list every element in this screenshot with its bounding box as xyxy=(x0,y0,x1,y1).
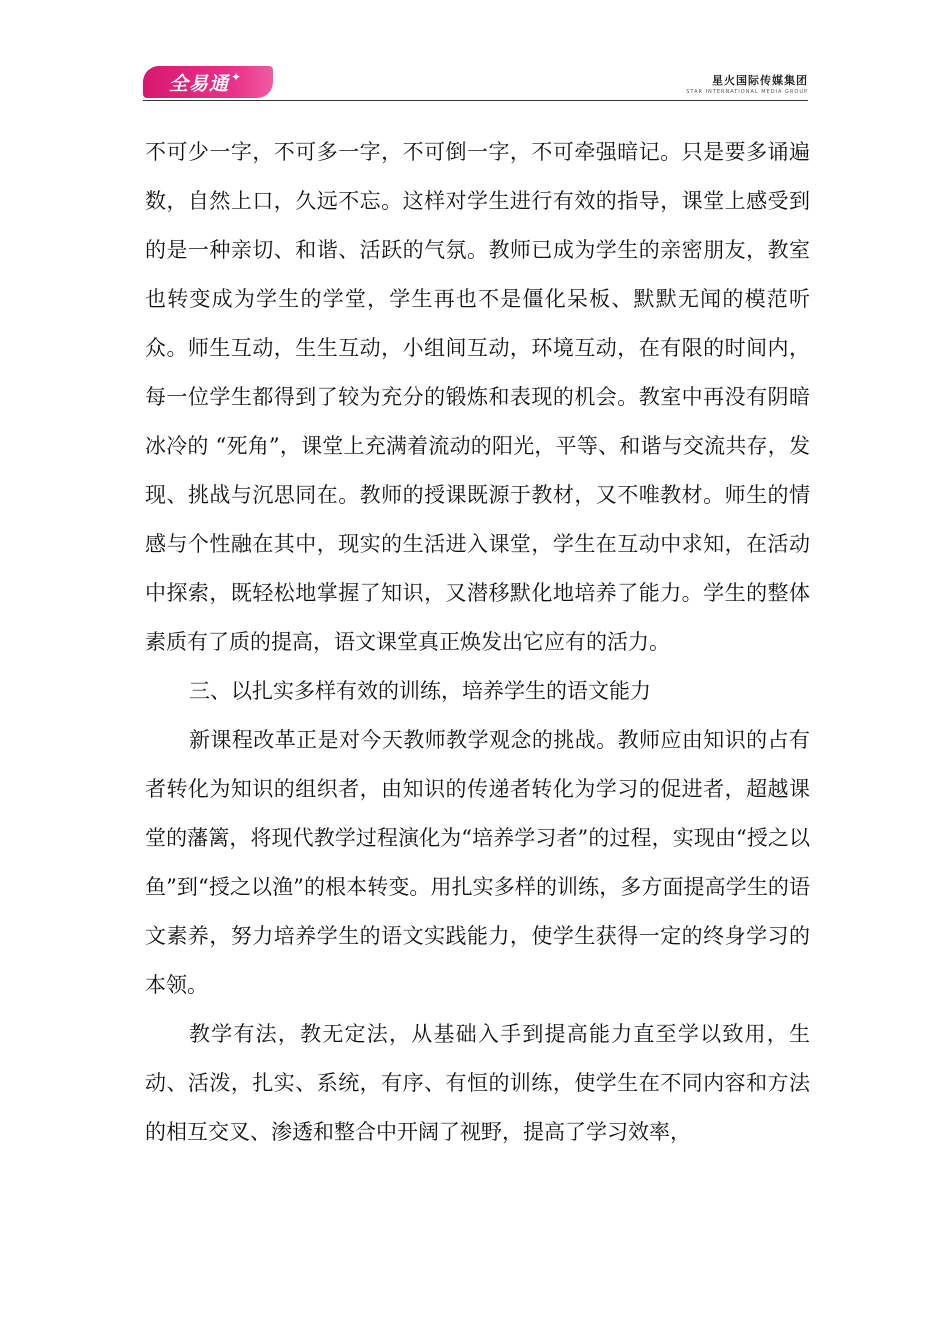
document-body xyxy=(145,128,810,1157)
header-divider xyxy=(143,100,808,101)
paragraph: 教学有法，教无定法，从基础入手到提高能力直至学以致用，生动、活泼，扎实、系统，有序、有恒的训练，使学生在不同内容和方法的相互交叉、渗透和整合中开阔了视野，提高了学习效率， xyxy=(145,1022,810,1144)
sparkle-icon: ✦ xyxy=(230,70,242,84)
paragraph: 新课程改革正是对今天教师教学观念的挑战。教师应由知识的占有者转化为知识的组织者，由知识的传递者转化为学习的促进者，超越课堂的藩篱，将现代教学过程演化为“培养学习者”的过程，实现由“授之以鱼”到“授之以渔”的根本转变。用扎实多样的训练，多方面提高学生的语文素养，努力培养学生的语文实践能力，使学生获得一定的终身学习的本领。 xyxy=(145,728,810,997)
logo-text: 全易通 xyxy=(168,72,229,95)
company-name-en: STAR INTERNATIONAL MEDIA GROUP xyxy=(686,89,808,95)
section-heading: 三、以扎实多样有效的训练，培养学生的语文能力 xyxy=(189,679,651,703)
page-header xyxy=(143,62,808,104)
quanyitong-logo xyxy=(143,66,273,98)
paragraph-continued: 不可少一字，不可多一字，不可倒一字，不可牵强暗记。只是要多诵遍数，自然上口，久远不忘。这样对学生进行有效的指导，课堂上感受到的是一种亲切、和谐、活跃的气氛。教师已成为学生的亲密朋友，教室也转变成为学生的学堂，学生再也不是僵化呆板、默默无闻的模范听众。师生互动，生生互动，小组间互动，环境互动，在有限的时间内，每一位学生都得到了较为充分的锻炼和表现的机会。教室中再没有阴暗冰冷的 “死角”，课堂上充满着流动的阳光，平等、和谐与交流共存，发现、挑战与沉思同在。教师的授课既源于教材，又不唯教材。师生的情感与个性融在其中，现实的生活进入课堂，学生在互动中求知，在活动中探索，既轻松地掌握了知识，又潜移默化地培养了能力。学生的整体素质有了质的提高，语文课堂真正焕发出它应有的活力。 xyxy=(145,140,810,654)
company-brand xyxy=(686,72,808,95)
company-name-cn: 星火国际传媒集团 xyxy=(712,74,808,87)
